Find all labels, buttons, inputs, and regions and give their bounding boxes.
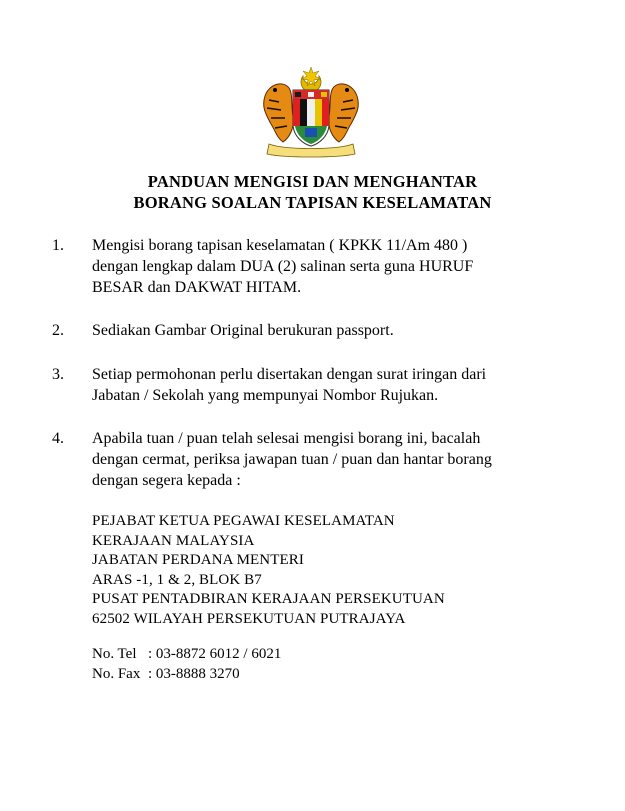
list-item-number: 3. (52, 366, 64, 383)
address-line: 62502 WILAYAH PERSEKUTUAN PUTRAJAYA (92, 610, 406, 627)
list-item-text: Apabila tuan / puan telah selesai mengisi borang ini, bacalah (92, 430, 481, 447)
malaysia-coat-of-arms-icon (255, 66, 367, 158)
list-item-number: 1. (52, 237, 64, 254)
address-line: ARAS -1, 1 & 2, BLOK B7 (92, 571, 262, 588)
list-item-text: dengan lengkap dalam DUA (2) salinan serta guna HURUF (92, 258, 474, 275)
address-line: JABATAN PERDANA MENTERI (92, 552, 304, 568)
list-item-text: Setiap permohonan perlu disertakan dengan surat iringan dari (92, 366, 487, 383)
address-line: PUSAT PENTADBIRAN KERAJAAN PERSEKUTUAN (92, 591, 445, 607)
fax-label: No. Fax (92, 665, 141, 682)
fax-value: : 03-8888 3270 (148, 665, 240, 682)
list-item-text: dengan cermat, periksa jawapan tuan / puan dan hantar borang (92, 451, 492, 468)
mailing-address (92, 512, 445, 629)
list-item-text: Mengisi borang tapisan keselamatan ( KPKK 11/Am 480 ) (92, 237, 468, 254)
list-item-text: Jabatan / Sekolah yang mempunyai Nombor Rujukan. (92, 387, 439, 404)
address-line: KERAJAAN MALAYSIA (92, 532, 255, 549)
phone-label: No. Tel (92, 646, 137, 662)
list-item-text: dengan segera kepada : (92, 472, 241, 489)
address-line: PEJABAT KETUA PEGAWAI KESELAMATAN (92, 513, 395, 529)
list-item-number: 2. (52, 322, 64, 339)
list-item-text: Sediakan Gambar Original berukuran passport. (92, 322, 394, 339)
list-item-number: 4. (52, 430, 64, 447)
phone-value: : 03-8872 6012 / 6021 (148, 646, 282, 662)
page-title-line-2: BORANG SOALAN TAPISAN KESELAMATAN (133, 193, 492, 212)
list-item-text: BESAR dan DAKWAT HITAM. (92, 279, 302, 296)
page-title-line-1: PANDUAN MENGISI DAN MENGHANTAR (147, 172, 478, 191)
